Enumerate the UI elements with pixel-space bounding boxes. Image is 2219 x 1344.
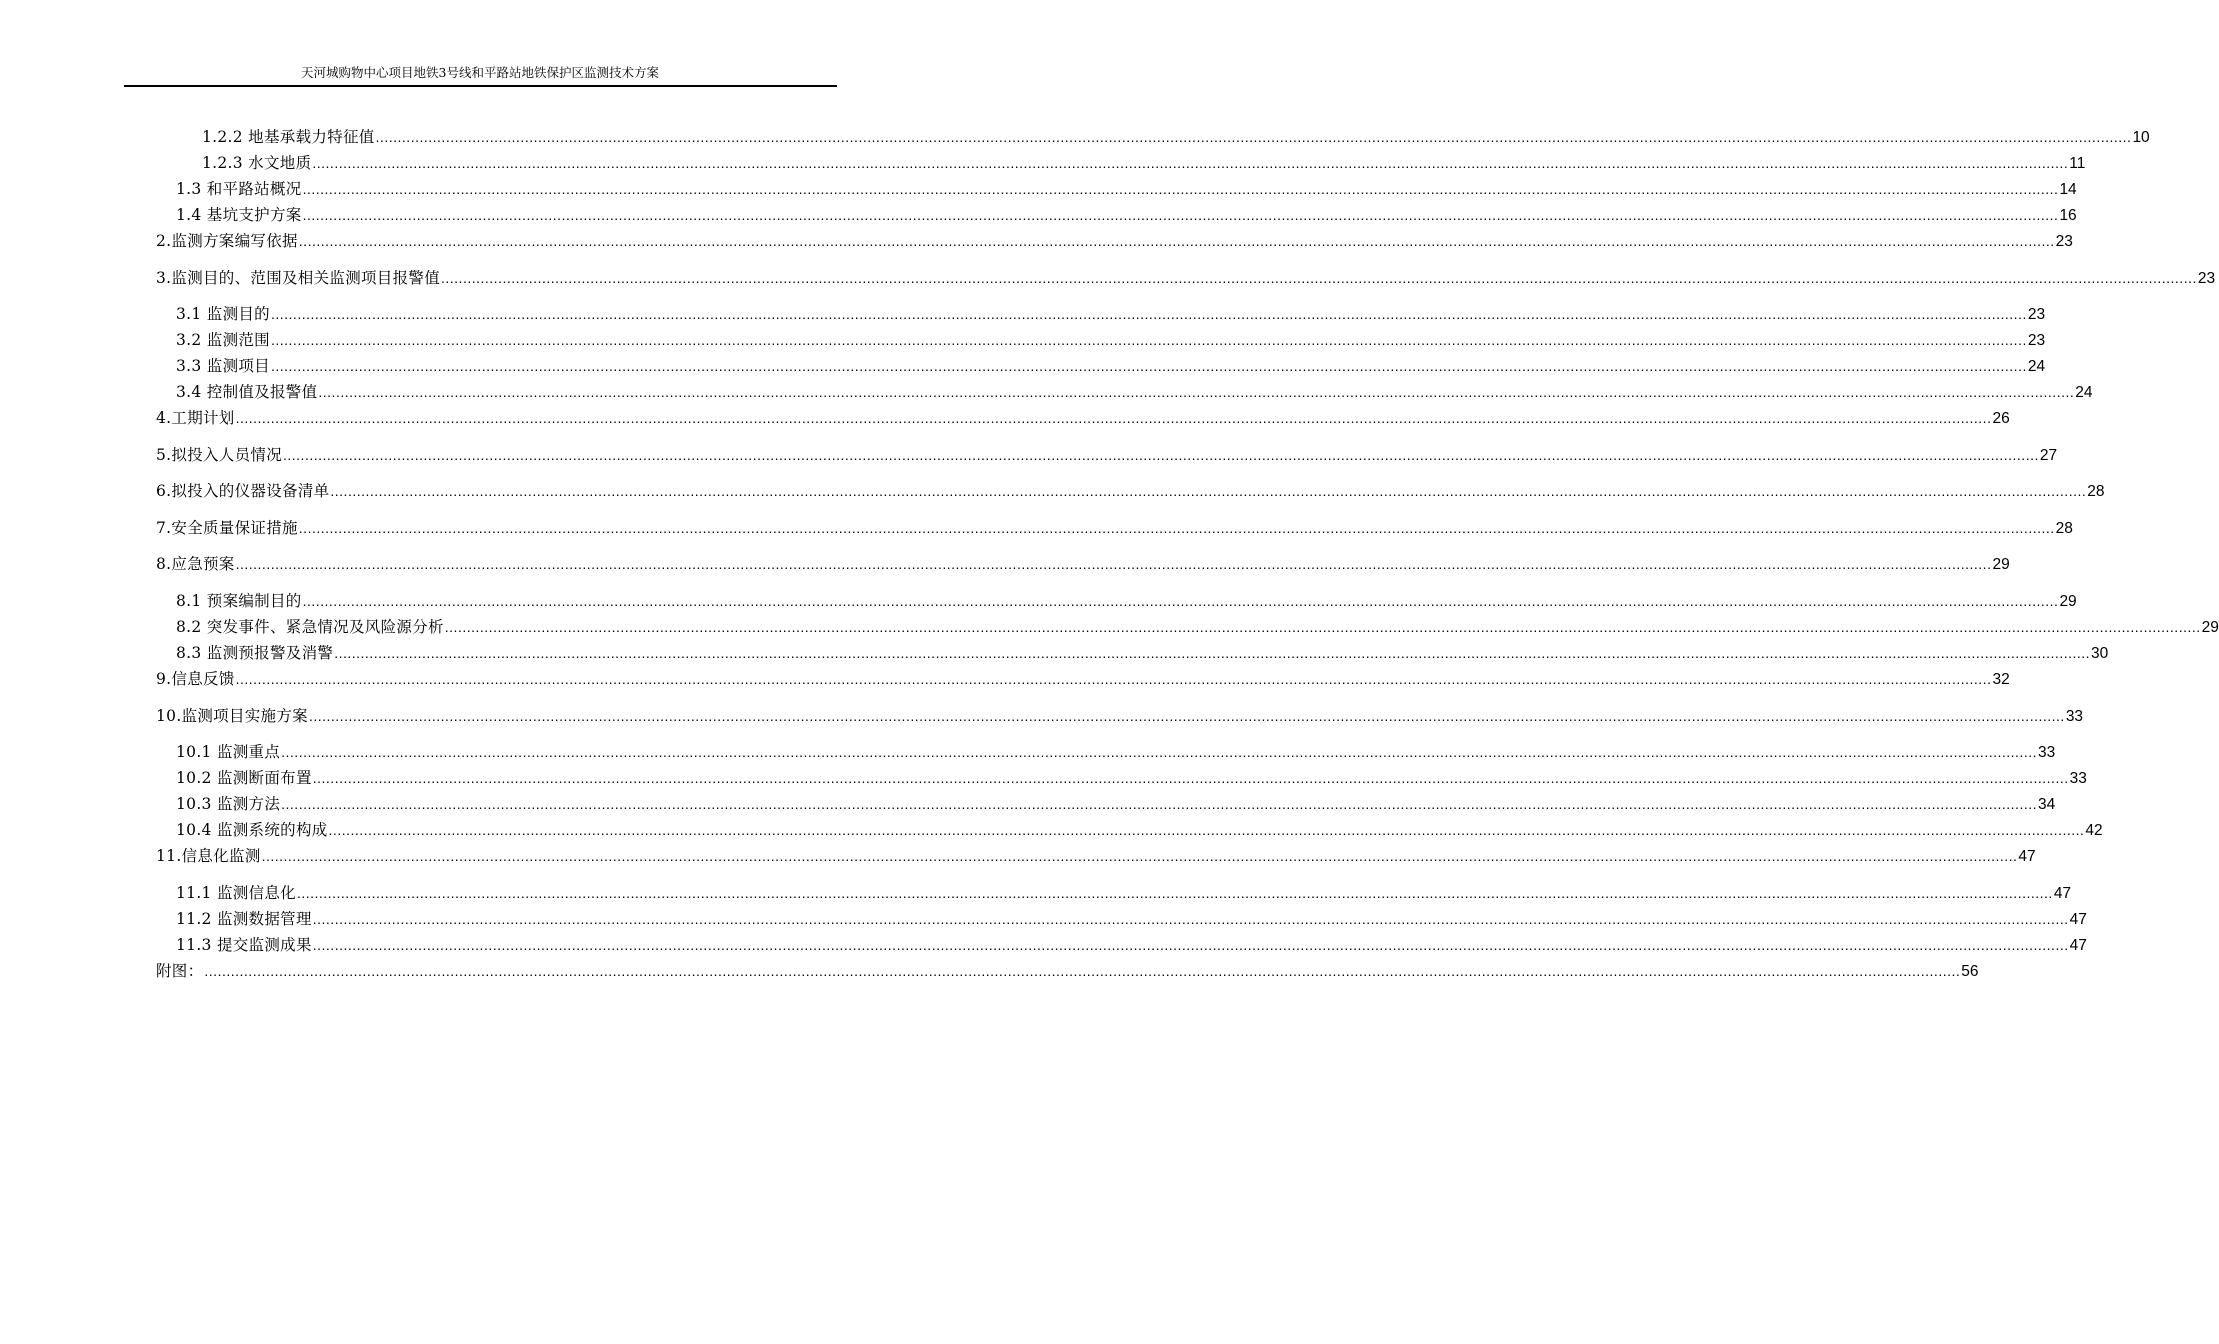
toc-leader-dots: ................................................................................................................................................................................................................................................................................................................................................................................................................ (281, 796, 2037, 812)
toc-entry-title: 3.监测目的、范围及相关监测项目报警值 (156, 269, 440, 287)
toc-entry[interactable] (156, 230, 2073, 252)
toc-entry[interactable] (176, 355, 2046, 377)
toc-entry[interactable] (176, 329, 2046, 351)
toc-entry-title: 1.2.2 地基承载力特征值 (202, 128, 375, 146)
toc-leader-dots: ................................................................................................................................................................................................................................................................................................................................................................................................................ (270, 358, 2027, 374)
toc-entry[interactable] (176, 590, 2077, 612)
toc-entry[interactable] (176, 934, 2087, 956)
toc-entry-title: 5.拟投入人员情况 (156, 446, 282, 464)
toc-entry-title: 11.信息化监测 (156, 847, 261, 865)
header-divider (124, 85, 837, 87)
toc-entry-title: 6.拟投入的仪器设备清单 (156, 482, 330, 500)
toc-entry-page: 32 (1992, 671, 2010, 688)
toc-entry[interactable] (176, 204, 2077, 226)
toc-entry-title: 2.监测方案编写依据 (156, 232, 298, 250)
toc-leader-dots: ................................................................................................................................................................................................................................................................................................................................................................................................................ (235, 671, 1992, 687)
toc-entry-title: 10.4 监测系统的构成 (176, 821, 328, 839)
toc-leader-dots: ................................................................................................................................................................................................................................................................................................................................................................................................................ (302, 181, 2059, 197)
toc-entry-title: 3.4 控制值及报警值 (176, 383, 318, 401)
toc-entry[interactable] (202, 152, 2086, 174)
toc-entry-page: 42 (2085, 822, 2103, 839)
toc-entry-title: 9.信息反馈 (156, 670, 235, 688)
toc-leader-dots: ................................................................................................................................................................................................................................................................................................................................................................................................................ (318, 384, 2075, 400)
toc-entry-title: 3.1 监测目的 (176, 305, 270, 323)
toc-entry[interactable] (176, 616, 2219, 638)
toc-entry[interactable] (176, 642, 2109, 664)
toc-entry[interactable] (156, 705, 2084, 727)
toc-leader-dots: ................................................................................................................................................................................................................................................................................................................................................................................................................ (330, 483, 2087, 499)
toc-entry[interactable] (156, 517, 2073, 539)
toc-entry-title: 7.安全质量保证措施 (156, 519, 298, 537)
toc-leader-dots: ................................................................................................................................................................................................................................................................................................................................................................................................................ (312, 770, 2069, 786)
toc-entry-title: 10.3 监测方法 (176, 795, 281, 813)
toc-entry[interactable] (156, 480, 2105, 502)
toc-entry[interactable] (156, 444, 2058, 466)
toc-entry-title: 10.1 监测重点 (176, 743, 281, 761)
toc-entry-title: 附图： (156, 962, 204, 980)
toc-entry-page: 47 (2018, 848, 2036, 865)
toc-entry-page: 30 (2091, 645, 2109, 662)
toc-entry-page: 11 (2069, 155, 2086, 172)
toc-leader-dots: ................................................................................................................................................................................................................................................................................................................................................................................................................ (298, 520, 2055, 536)
toc-entry-title: 3.3 监测项目 (176, 357, 270, 375)
toc-entry[interactable] (176, 178, 2077, 200)
toc-entry[interactable] (202, 126, 2150, 148)
toc-entry-page: 16 (2059, 207, 2077, 224)
toc-entry-page: 47 (2069, 911, 2087, 928)
toc-leader-dots: ................................................................................................................................................................................................................................................................................................................................................................................................................ (298, 233, 2055, 249)
toc-entry-page: 28 (2055, 520, 2073, 537)
toc-entry-page: 10 (2132, 129, 2150, 146)
toc-leader-dots: ................................................................................................................................................................................................................................................................................................................................................................................................................ (308, 708, 2065, 724)
toc-entry-page: 47 (2053, 885, 2072, 902)
toc-leader-dots: ................................................................................................................................................................................................................................................................................................................................................................................................................ (270, 332, 2027, 348)
toc-entry-title: 11.3 提交监测成果 (176, 936, 312, 954)
toc-entry-page: 29 (2059, 593, 2077, 610)
toc-leader-dots: ................................................................................................................................................................................................................................................................................................................................................................................................................ (375, 129, 2132, 145)
toc-entry-title: 1.4 基坑支护方案 (176, 206, 302, 224)
toc-leader-dots: ................................................................................................................................................................................................................................................................................................................................................................................................................ (441, 270, 2197, 286)
toc-entry-title: 11.1 监测信息化 (176, 884, 296, 902)
toc-entry-page: 29 (2201, 619, 2219, 636)
toc-entry-title: 8.1 预案编制目的 (176, 592, 302, 610)
toc-entry-page: 47 (2069, 937, 2087, 954)
toc-leader-dots: ................................................................................................................................................................................................................................................................................................................................................................................................................ (312, 937, 2069, 953)
toc-entry[interactable] (156, 553, 2010, 575)
toc-entry-page: 29 (1992, 556, 2010, 573)
toc-leader-dots: ................................................................................................................................................................................................................................................................................................................................................................................................................ (444, 619, 2201, 635)
toc-entry-page: 27 (2039, 447, 2058, 464)
page-header: 天河城购物中心项目地铁3号线和平路站地铁保护区监测技术方案 (301, 65, 659, 80)
toc-entry[interactable] (156, 668, 2010, 690)
toc-entry-page: 23 (2027, 332, 2046, 349)
toc-entry[interactable] (156, 267, 2216, 289)
toc-entry[interactable] (176, 767, 2087, 789)
toc-leader-dots: ................................................................................................................................................................................................................................................................................................................................................................................................................ (312, 155, 2069, 171)
toc-leader-dots: ................................................................................................................................................................................................................................................................................................................................................................................................................ (281, 744, 2037, 760)
toc-entry[interactable] (176, 381, 2093, 403)
toc-entry-page: 24 (2075, 384, 2093, 401)
toc-leader-dots: ................................................................................................................................................................................................................................................................................................................................................................................................................ (302, 593, 2059, 609)
toc-entry-page: 33 (2065, 708, 2084, 725)
toc-entry-page: 26 (1992, 410, 2010, 427)
toc-leader-dots: ................................................................................................................................................................................................................................................................................................................................................................................................................ (235, 410, 1992, 426)
toc-entry-page: 33 (2038, 744, 2056, 761)
toc-entry-title: 3.2 监测范围 (176, 331, 270, 349)
toc-entry-title: 8.应急预案 (156, 555, 235, 573)
toc-entry-page: 28 (2087, 483, 2105, 500)
toc-entry-page: 23 (2027, 306, 2046, 323)
toc-leader-dots: ................................................................................................................................................................................................................................................................................................................................................................................................................ (235, 556, 1992, 572)
toc-entry-page: 34 (2038, 796, 2056, 813)
toc-entry[interactable] (156, 960, 1979, 982)
toc-entry[interactable] (156, 407, 2010, 429)
toc-leader-dots: ................................................................................................................................................................................................................................................................................................................................................................................................................ (328, 822, 2085, 838)
toc-entry-title: 11.2 监测数据管理 (176, 910, 312, 928)
toc-entry-page: 33 (2069, 770, 2087, 787)
toc-leader-dots: ................................................................................................................................................................................................................................................................................................................................................................................................................ (261, 848, 2018, 864)
toc-entry[interactable] (176, 882, 2072, 904)
toc-leader-dots: ................................................................................................................................................................................................................................................................................................................................................................................................................ (283, 447, 2039, 463)
toc-leader-dots: ................................................................................................................................................................................................................................................................................................................................................................................................................ (302, 207, 2059, 223)
toc-entry[interactable] (176, 793, 2056, 815)
toc-entry-page: 14 (2059, 181, 2077, 198)
toc-entry-title: 8.3 监测预报警及消警 (176, 644, 334, 662)
toc-entry[interactable] (176, 303, 2046, 325)
toc-entry-title: 1.2.3 水文地质 (202, 154, 312, 172)
toc-entry-title: 8.2 突发事件、紧急情况及风险源分析 (176, 618, 444, 636)
toc-leader-dots: ................................................................................................................................................................................................................................................................................................................................................................................................................ (334, 645, 2091, 661)
toc-entry[interactable] (176, 819, 2103, 841)
toc-entry-title: 1.3 和平路站概况 (176, 180, 302, 198)
toc-entry-title: 10.2 监测断面布置 (176, 769, 312, 787)
toc-entry[interactable] (176, 741, 2056, 763)
toc-entry-page: 24 (2027, 358, 2046, 375)
toc-leader-dots: ................................................................................................................................................................................................................................................................................................................................................................................................................ (312, 911, 2069, 927)
toc-entry-title: 10.监测项目实施方案 (156, 707, 308, 725)
toc-entry-page: 23 (2055, 233, 2073, 250)
toc-leader-dots: ................................................................................................................................................................................................................................................................................................................................................................................................................ (296, 885, 2053, 901)
toc-entry[interactable] (176, 908, 2087, 930)
toc-entry-title: 4.工期计划 (156, 409, 235, 427)
toc-entry[interactable] (156, 845, 2036, 867)
toc-entry-page: 56 (1961, 963, 1979, 980)
toc-leader-dots: ................................................................................................................................................................................................................................................................................................................................................................................................................ (204, 963, 1961, 979)
toc-entry-page: 23 (2197, 270, 2216, 287)
toc-leader-dots: ................................................................................................................................................................................................................................................................................................................................................................................................................ (270, 306, 2027, 322)
